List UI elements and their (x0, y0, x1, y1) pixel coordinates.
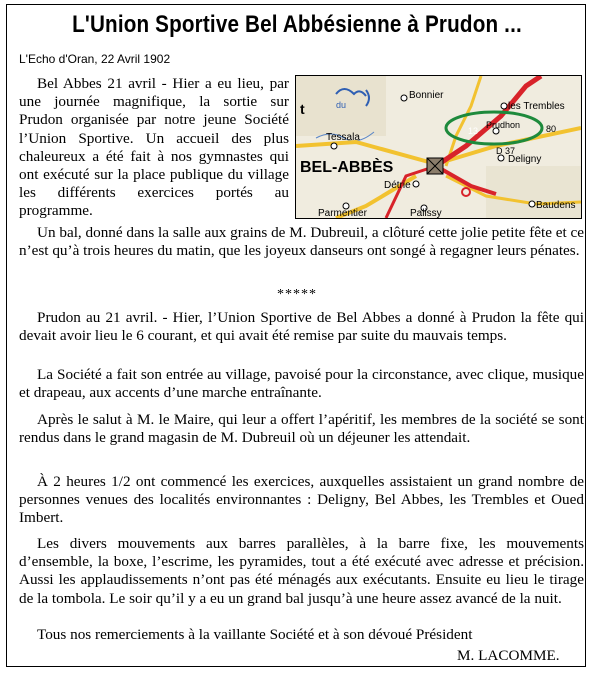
paragraph-1: Bel Abbes 21 avril - Hier a eu lieu, par une journée magnifique, la sortie sur Prudon organisée par notre jeune Société l’Union Sportive. Un accueil des plus chaleureux a été fait à nos gymnastes qui ont exécuté sur la place publique du village les différents exercices portés au programme. (19, 75, 289, 220)
map-label-palissy: Palissy (410, 208, 442, 218)
paragraph-7: Les divers mouvements aux barres parallèles, à la barre fixe, les mouvements d’ensemble, la boxe, l’escrime, les pyramides, tout a été exécuté avec adresse et précision. Aussi les applaudissements n’ont pas été ménagés aux exécutants. Ensuite eu lieu le tirage de la tombola. Le soir qu’il y a eu un grand bal jusqu’à une heure assez avancé de la nuit. (19, 535, 584, 607)
map-label-80: 80 (546, 124, 557, 134)
map-label-deligny: Deligny (508, 154, 542, 165)
map-image (295, 75, 582, 219)
map-label-tessala: Tessala (326, 132, 360, 143)
map-label-13: 13 (468, 126, 479, 136)
paragraph-5: Après le salut à M. le Maire, qui leur a offert l’apéritif, les membres de la société se sont rendus dans le grand magasin de M. Dubreuil où un déjeuner les attendait. (19, 411, 584, 447)
map-label-d37: D 37 (496, 146, 516, 156)
article-frame (6, 4, 586, 667)
map-label-baudens: Baudens (536, 200, 576, 211)
paragraph-3: Prudon au 21 avril. - Hier, l’Union Sportive de Bel Abbes a donné à Prudon la fête qui devait avoir lieu le 6 courant, et qui avait été remise par suite du mauvais temps. (19, 309, 584, 345)
map-label-trembles: les Trembles (508, 101, 565, 112)
paragraph-8: Tous nos remerciements à la vaillante Société et à son dévoué Président (37, 626, 473, 643)
map-label-parmentier: Parmentier (318, 208, 367, 218)
map-label-t: t (300, 101, 305, 117)
section-separator: ***** (277, 287, 317, 302)
map-label-prudhon: Prudhon (486, 120, 521, 130)
map-label-belabbes: BEL-ABBÈS (300, 159, 394, 176)
signature: M. LACOMME. (457, 647, 560, 664)
article-title: L'Union Sportive Bel Abbésienne à Prudon ... (72, 11, 522, 38)
paragraph-2: Un bal, donné dans la salle aux grains de M. Dubreuil, a clôturé cette jolie petite fête et ce n’est qu’à trois heures du matin, que les joyeux danseurs ont songé à regagner leurs pénates. (19, 224, 584, 260)
map-label-bonnier: Bonnier (409, 90, 444, 101)
paragraph-4: La Société a fait son entrée au village, pavoisé pour la circonstance, avec clique, musique et drapeau, aux accents d’une marche entraînante. (19, 366, 584, 402)
map-label-detrie: Détrie (384, 180, 411, 191)
map-label-du: du (336, 100, 347, 110)
article-source: L'Echo d'Oran, 22 Avril 1902 (19, 52, 171, 66)
paragraph-6: À 2 heures 1/2 ont commencé les exercices, auxquelles assistaient un grand nombre de personnes venues des localités environnantes : Deligny, Bel Abbes, les Trembles et Oued Imbert. (19, 473, 584, 527)
